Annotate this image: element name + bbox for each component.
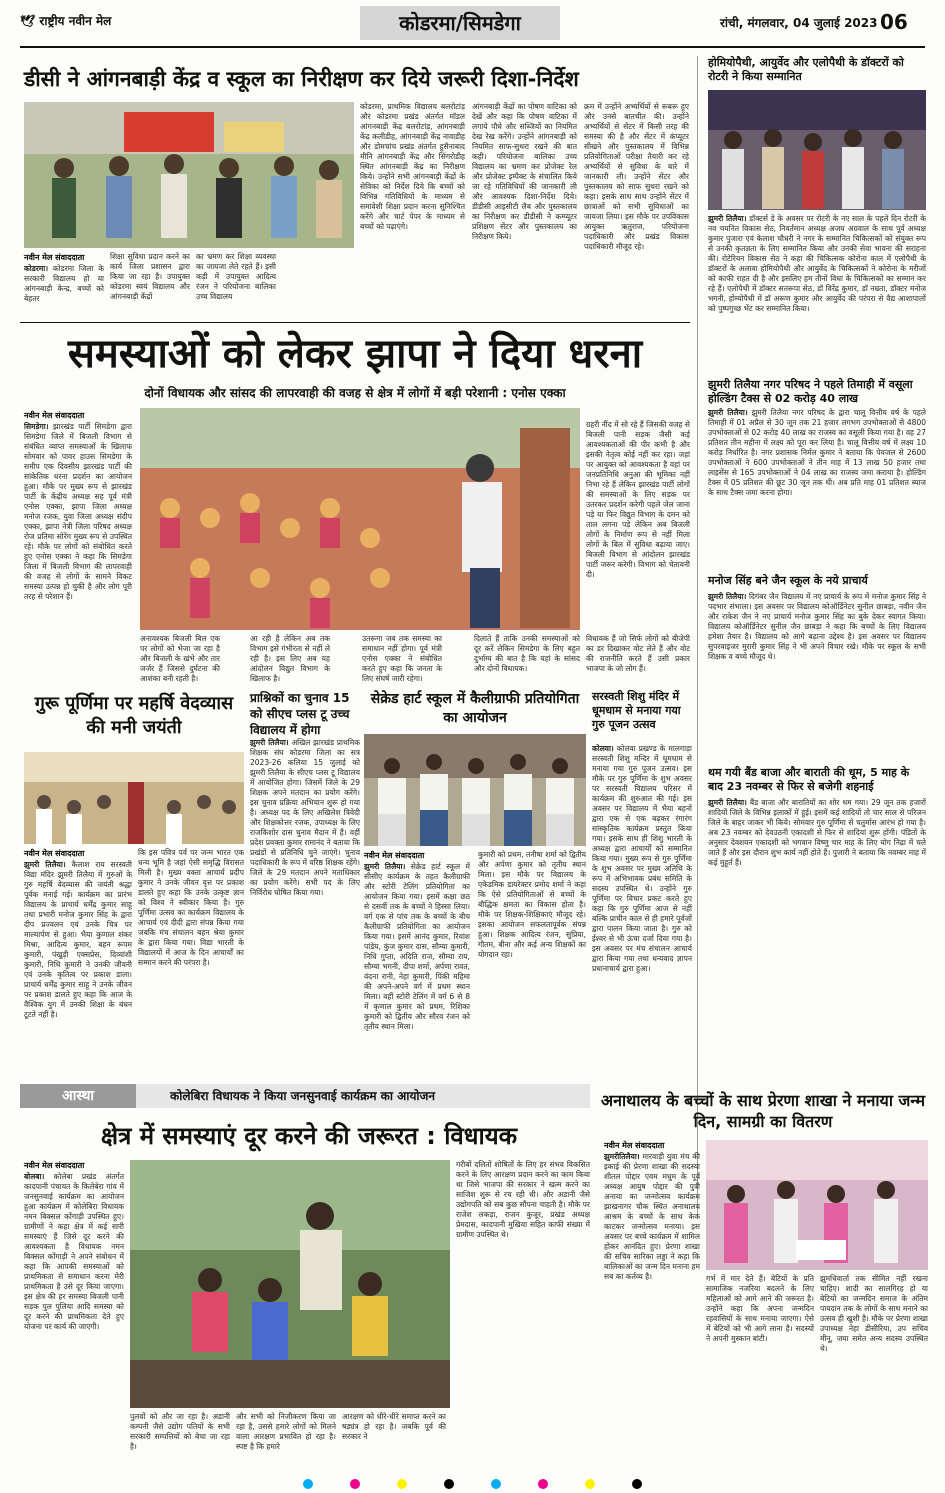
bird-icon: 🕊	[20, 14, 36, 28]
story2-top-rule	[20, 322, 690, 323]
black-dot-icon	[444, 1479, 454, 1489]
story7-column-1: बोलबा। कोलेबा प्रखंड अंतर्गत कादपानी पंचायत के किलेबेरा गांव में जनसुनवाई कार्यक्रम का आयोजन हुआ कार्यक्रम में कोलेबिरा विधायक नमन बिक्सल कोंगाड़ी उपस्थित हुए। ग्रामीणों ने कहा क्षेत्र में कई सारी समस्याएं हैं जिसे दूर करने की आवश्यकता है विधायक नमन बिक्सल कोंगाड़ी ने अपने संबोधन में कहा कि आपकी समस्याओं को प्राथमिकता से समाधान करना मेरी प्राथमिकता है उसे दूर किया जाएगा। इस क्षेत्र की हर समस्या बिजली पानी सड़क पुल पुलिया आदि समस्या को दूर करने की प्राथमिकता देते हुए योजना पर कार्य की जाएगी।	[24, 1172, 124, 1331]
story1-column-5: आंगनबाड़ी केंद्रों का पोषण वाटिका को देखें और कहा कि पोषण वाटिका में लगाये पौधे और सब्जियों का नियमित देख रेख करेंगे। उन्होंने आंगनबाड़ी को नियमित साफ-सुथरा रखने की बात कही। परियोजना बालिका उच्च विद्यालय का भ्रमण कर प्रोजेक्ट रेल और प्रोजेक्ट इम्पैक्ट के संचालित किये जा रहे गतिविधियों की जानकारी ली और आवश्यक दिशा-निर्देश दिये। डीडीसी आइसीटी लैब और पुस्तकालय का निरीक्षण कर डीडीसी ने कम्प्यूटर प्रशिक्षण सेंटर और पुस्तकालय का निरीक्षण किये।	[472, 102, 577, 241]
story3-headline: गुरू पूर्णिमा पर महर्षि वेदव्यास की मनी जयंती	[34, 693, 234, 738]
story7-headline: क्षेत्र में समस्याएं दूर करने की जरूरत : विधायक	[100, 1122, 518, 1150]
story5-photo	[364, 734, 586, 846]
story3-byline: नवीन मेल संवाददाता	[24, 849, 85, 858]
column-divider	[697, 56, 698, 1216]
right1-photo	[708, 90, 926, 210]
story5-headline: सेक्रेड हार्ट स्कूल में कैलीग्राफी प्रतियोगिता का आयोजन	[370, 691, 580, 726]
story3-column-2: कि इस पवित्र पर्व पर जन्म भारत एक धन्य भूमि है जहां ऐसी समृद्धि विरासत मिली है। मुख्य वक्ता आचार्य प्रदीप कुमार ने उनके जीवन वृत्त पर प्रकाश डालते हुए कहा कि उनके उत्कृष्ट ज्ञान को विश्व ने स्वीकार किया है। गुरु पूर्णिमा उत्सव का कार्यक्रम विद्यालय के आचार्य एवं दीदी द्वारा संपन्न किया गया जबकि मंच संचालन बहन श्रेया कुमार के द्वारा किया गया। विद्या भारती के विद्यालयों में आज के दिन आचार्यों का सम्मान करने की परंपरा है।	[138, 848, 244, 967]
story2-headline: समस्याओं को लेकर झापा ने दिया धरना	[67, 331, 643, 377]
story5-column-1: झुमरी तिलैया। सेक्रेड हार्ट स्कूल में सीसीए कार्यक्रम के तहत कैलीग्राफी और स्टोरी टेलिंग प्रतियोगिता का आयोजन किया गया। इसमें कक्षा छठ से दसवीं तक के बच्चों ने हिस्सा लिया। वर्ग एक से पांच तक के बच्चों के बीच कैलीग्राफी प्रतियोगिता का आयोजन किया गया। इसमें आनंद कुमार, रियांश पांडेय, कुंज कुमार दास, सौम्या कुमारी, निधि गुप्ता, अदिति राज, सौम्या राय, सौम्या भगनी, दीपा शर्मा, अर्पणा रावत, वंदना रानी, नेहा कुमारी, पिंकी महिमा की अपने-अपने वर्ग में प्रथम स्थान मिला। वहीं स्टोरी टेलिंग में वर्ग 6 से 8 में कृणाल कुमार को प्रथम, रिशिका कुमारी को द्वितीय और सौरव रंजन को तृतीय स्थान मिला।	[364, 862, 470, 1031]
right2-body: झुमरी तिलैया। झुमरी तिलैया नगर परिषद के द्वारा चालू वित्तीय वर्ष के पहले तिमाही में 01 अप्रैल से 30 जून तक 21 हजार लगभग उपभोक्ताओं से 4800 उपभोक्ताओं से 02 करोड़ 40 लाख का राजस्व का वसूली किया गया है। वह 27 प्रतिशत तीन महीना में लक्ष्य को पूरा कर लिया है। चालू वित्तीय वर्ष में लक्ष्य 10 करोड़ निर्धारित है। नगर प्रशासक निर्मल कुमार ने बताया कि पेयजल से 2600 उपभोक्ताओं ने 600 उपभोक्ताओं ने तीन माह में 13 लाख 50 हजार तथा लाइसेंस से 165 उपभोक्ताओं ने 04 लाख का राजस्व जमा कराया है। होल्डिंग टैक्स में 05 प्रतिशत की छूट 30 जून तक थी। अब प्रति माह 01 प्रतिशत ब्याज के साथ टैक्स जमा करना होगा।	[708, 408, 926, 497]
yellow-dot-icon	[585, 1479, 595, 1489]
story1-headline: डीसी ने आंगनबाड़ी केंद्र व स्कूल का निरीक्षण कर दिये जरूरी दिशा-निर्देश	[24, 67, 579, 91]
story5-column-2: कुमारी को प्रथम, तनीषा शर्मा को द्वितीय और अर्पणा कुमार को तृतीय स्थान मिला। इस मौके पर विद्यालय के एकेडमिक डायरेक्टर प्रमोद शर्मा ने कहा कि ऐसे प्रतियोगिताओं से बच्चों के बौद्धिक क्षमता का विकास होता है। मौके पर शिक्षक-शिक्षिकाएं मौजूद रहे। इसका आयोजन सफलतापूर्वक संपन्न हुआ। शिक्षक आदित्य रंजन, सुप्रिया, गौतम, बीना और कई अन्य शिक्षकों का योगदान रहा।	[478, 850, 586, 959]
story1-column-1: कोडरमा। कोडरमा जिला के सरकारी विद्यालय हो या आंगनबाड़ी केन्द्र, बच्चों को बेहतर	[24, 264, 104, 303]
story3-photo	[24, 752, 244, 844]
right3-body: झुमरी तिलैया। दिगंबर जैन विद्यालय में नए प्राचार्य के रूप में मनोज कुमार सिंह ने पदभार संभाला। इस अवसर पर विद्यालय कोऑर्डिनेटर सुनील छाबड़ा, नवीन जैन और राकेश जैन ने नए प्राचार्य मनोज कुमार सिंह का बुके देकर स्वागत किया। विद्यालय कोऑर्डिनेटर सुनील जैन छाबड़ा ने कहा कि बच्चों के लिए विद्यालय हमेशा तैयार है। विद्यालय को आगे बढ़ाना उद्देश्य है। इस अवसर पर विद्यालय सुपरवाइजर मुरारी कुमार सिंह ने भी अपने विचार रखे। मौके पर स्कूल के सभी शिक्षक व बच्चे मौजूद थे।	[708, 592, 926, 661]
right4-body: झुमरी तिलैया। बैंड बाजा और बारातियों का शोर थम गया। 29 जून तक हजारों शादियों जिले के विभिन्न इलाकों में हुई। इसमें कई शादियों तो चार साल से परिजन जिले के बाहर जाकर भी किये। सोमवार गुरु पूर्णिमा से चतुर्मास आरंभ हो गया है। अब 23 नवम्बर को देवउठनी एकादशी से फिर से शादियां शुरू होंगी। पंडितों के अनुसार देवशयन एकादशी को भगवान विष्णु चार माह के लिए योग निद्रा में चले जाते हैं और इस दौरान शुभ कार्य नहीं होते हैं। पुजारी ने बताया कि नवम्बर माह में कई मुहूर्त हैं।	[708, 798, 926, 867]
story2-column-1: सिमडेगा। झारखंड पार्टी सिमडेगा द्वारा सिमडेगा जिले में बिजली विभाग से संबंधित व्याप्त समस्याओं के खिलाफ सोमवार को पावर हाउस सिमडेगा के समीप एक दिवसीय झारखंड पार्टी की सांकेतिक धरना प्रदर्शन का आयोजन हुआ। मौके पर मुख्य रूप से झारखंड पार्टी के केंद्रीय अध्यक्ष सह पूर्व मंत्री एनोस एक्का, झापा जिला अध्यक्ष मनोज रजक, युवा जिला अध्यक्ष संदीप एक्का, झापा नेत्री जिला परिषद अध्यक्ष रोज प्रतिमा सोरेंग मुख्य रूप से उपस्थित रहे। मौके पर लोगों को संबोधित करते हुए एनोस एक्का ने कहा कि सिमडेगा जिला में बिजली विभाग की लापरवाही की वजह से लोगों के सामने विकट समस्या उत्पन्न हो चुकी है और लोग पूरी तरह से परेशान हैं।	[24, 422, 132, 601]
story7-column-2: पुलवों को और जा रहा है। अडानी कम्पनी जैसे उद्योग पतियों के सभी सरकारी सम्पत्तियों को बेचा जा रहा है।	[130, 1412, 230, 1451]
black-dot-icon	[632, 1479, 642, 1489]
story2-column-5: दिलाते हैं ताकि उनकी समस्याओं को दूर करें लेकिन सिमडेगा के लिए बहुत दुर्भाग्य की बात है कि यहां के सांसद और दोनों विधायक।	[474, 634, 580, 673]
story7-column-5: आरक्षण को धीरे-धीरे समाप्त करने का षड्यंत्र हो रहा है। जबकि पूर्व की सरकार ने	[342, 1412, 446, 1441]
story2-column-2: अनावश्यक बिजली बिल एक पर लोगों को भेजा जा रहा है और बिजली के खंभे और तार जर्जर हैं जिससे दुर्घटना की आशंका बनी रहती है।	[140, 634, 220, 683]
story7-byline: नवीन मेल संवाददाता	[24, 1161, 85, 1170]
story2-column-3: आ रही है लेकिन अब तक विभाग इसे गंभीरता से नहीं ले रही है। इस लिए अब यह आंदोलन विद्युत विभाग के खिलाफ है।	[250, 634, 330, 683]
story3-column-1: झुमरी तिलैया। कैलाश राय सरस्वती विद्या मंदिर झुमरी तिलैया में गुरुओं के गुरु महर्षि वेदव्यास की जयंती श्रद्धा पूर्वक मनाई गई। कार्यक्रम का प्रारंभ विद्यालय के प्राचार्य धर्मेंद्र कुमार साहू तथा प्रभारी मनोज कुमार सिंह के द्वारा दीप प्रज्वलन एवं उनके चित्र पर माल्यार्पण से हुआ। भैया कुणाल शंकर मिश्रा, आदित्य कुमार, बहन रूपम कुमारी, पंखुड़ी एक्सप्रेस, दिव्यांशी कुमारी, निधि कुमारी ने उनकी जीवनी एवं उनके कृतित्व पर प्रकाश डाला। प्राचार्य धर्मेंद्र कुमार साहू ने उनके जीवन पर प्रकाश डालते हुए कहा कि आज के वैश्विक युग में उनकी शिक्षा के बंधन टूटते नहीं है।	[24, 860, 132, 1019]
story8-column-2: गर्भ में मार देते हैं। बेटियों के प्रति सामाजिक नजरिया बदलने के लिए महिलाओं को आगे आने की जरूरत है। उन्होंने कहा कि अपना जन्मदिन रहवासियों के साथ मनाया जाएगा। ऐसे में बेटियों को भी आगे लाना है। सदस्यों ने अपनी मुस्कान बांटी।	[706, 1274, 814, 1343]
right3-headline: मनोज सिंह बने जैन स्कूल के नये प्राचार्य	[708, 574, 868, 587]
story6-body: कोलवा। कोलवा प्रखण्ड के मालगाड़ा सरस्वती शिशु मन्दिर में धूमधाम से मनाया गया गुरु पूजन उत्सव। इस मौके पर गुरु पूर्णिमा के शुभ अवसर पर सरस्वती विद्यालय परिसर में कार्यक्रम की शुरुआत की गई। इस अवसर पर विद्यालय में भैया बहनों द्वारा एक से एक बढ़कर रंगारंग सांस्कृतिक कार्यक्रम प्रस्तुत किया गया। इसके साथ ही शिशु भारती के अध्यक्ष द्वारा आचार्यों को सम्मानित किया गया। मुख्य रूप से गुरु पूर्णिमा के शुभ अवसर पर मुख्य अतिथि के रूप में अभिभावक प्रबंध समिति के सदस्य उपस्थित थे। उन्होंने गुरु पूर्णिमा पर विचार प्रकट करते हुए कहा कि गुरु पूर्णिमा आज से नहीं बल्कि प्राचीन काल से ही हमारे पूर्वजों द्वारा पालन किया जाता है। गुरु को ईश्वर से भी ऊंचा दर्जा दिया गया है। इस अवसर पर मंच संचालन आचार्य द्वारा किया गया तथा धन्यवाद ज्ञापन प्रधानाचार्य द्वारा हुआ।	[592, 744, 692, 973]
story5-byline: नवीन मेल संवाददाता	[364, 851, 425, 860]
story2-column-4: उतरूगा जब तक समस्या का समाधान नहीं होगा। पूर्व मंत्री एनोस एक्का ने संबोधित करते हुए कहा कि जनता के लिए संघर्ष जारी रहेगा।	[362, 634, 442, 683]
masthead	[0, 0, 945, 48]
story1-byline: नवीन मेल संवाददाता	[24, 253, 85, 262]
issue-date: रांची, मंगलवार, 04 जुलाई 2023	[720, 16, 878, 30]
right4-headline: थम गयी बैंड बाजा और बाराती की धूम, 5 माह के बाद 23 नवम्बर से फिर से बजेगी शहनाई	[708, 766, 910, 793]
right2-headline: झुमरी तिलैया नगर परिषद ने पहले तिमाही में वसूला होल्डिंग टैक्स से 02 करोड़ 40 लाख	[708, 378, 913, 405]
story1-column-6: क्रम में उन्होंने अभ्यर्थियों से रूबरू हुए और उनसे बातचीत की। उन्होंने अभ्यर्थियों से सेंटर में किसी तरह की समस्या की है और सेंटर में कंप्यूटर सीखने और पुस्तकालय में विभिन्न प्रतियोगिताओं परीक्षा तैयारी कर रहे अभ्यर्थियों से सुविधा के बारे में जानकारी ली। उन्होंने सेंटर और पुस्तकालय को साफ सुथरा रखने को कहा। इसके साथ साथ उन्होंने सेंटर में छात्राओं को सभी सुविधाओं का जायजा लिया। इस मौके पर उपविकास आयुक्त ऋतुराज, परियोजना पदाधिकारी और प्रखंड विकास पदाधिकारी मौजूद रहे।	[584, 102, 689, 251]
story2-column-7: विधायक हैं जो सिर्फ लोगों को बीजेपी का डर दिखाकर वोट लेते हैं और वोट की राजनीति करते हैं उसी प्रकार भाजपा के जो लोग हैं।	[586, 634, 690, 673]
story1-column-4: कोडरमा, प्राथमिक विद्यालय बलरोटांड़ और कोडरमा प्रखंड अंतर्गत मॉडल आंगनबाड़ी केंद्र बलरोटांड़, आंगनबाड़ी केंद्र कलीडीह, आंगनबाड़ी केंद्र नावाडीह और डोमचांच प्रखंड अंतर्गत हुसैनाबाद मीनि आंगनबाड़ी केंद्र और सिंगरोडीह स्थित आंगनबाड़ी केंद्र का निरीक्षण किये। उन्होंने सभी आंगनबाड़ी केंद्रों के सेविका को निर्देश दिये कि बच्चों को विभिन्न गतिविधियों के माध्यम से समावेशी शिक्षा प्रदान करना सुनिश्चित करेंगे और चार्ट पेपर के माध्यम से बच्चों को पढ़ाएंगे।	[360, 102, 465, 231]
right1-body: झुमरी तिलैया। डॉक्टर्स डे के अवसर पर रोटरी के नए साल के पहले दिन रोटरी के नव चयनित विकास सेठ, निवर्तमान अध्यक्ष अजय अग्रवाल के साथ पूर्व अध्यक्ष कुमार पुजारा एवं केलाश चौधरी ने नगर के सम्मानित चिकित्सकों को संयुक्त रूप से उनकी कृतज्ञता के लिए सम्मानित किया और उनकी सेवा भावना की सराहना की। रोटेरियन विकास सेठ ने कहा की चिकित्सक कोरोना काल में एलोपैथी के डॉक्टरों के अलावा होमियोपैथी और आयुर्वेद के चिकित्सकों ने कोरोना के मरीजों को काफी राहत दी है और इसलिए हम तीनों विधा के चिकित्सकों का सम्मान कर रहे हैं। एलोपैथी में डॉक्टर सतरूपा सेठ, डॉ विरेंद्र कुमार, डॉ नम्रता, डॉक्टर मनोज भगनी, होम्योपैथी में डॉ अरूण कुमार और आयुर्वेद की परंपरा से वैद्य आशापालों को पुष्पगुच्छ भेंट कर सम्मानित किया।	[708, 214, 926, 313]
cyan-dot-icon	[491, 1479, 501, 1489]
story1-column-2: शिक्षा सुविधा प्रदान करने का कार्य जिला प्रशासन द्वारा किया जा रहा है। उपायुक्त कोडरमा स्वयं विद्यालय और आंगनबाड़ी केंद्रों	[110, 252, 190, 301]
story4-body: झुमरी तिलैया। अखिल झारखंड प्राथमिक शिक्षक संघ कोडरमा जिला का सत्र 2023-26 कलिया 15 जुलाई को झुमरी तिलैया के सीएच प्लस टू विद्यालय में आयोजित होगा। जिसमें जिले के 29 शिक्षक अपने मतदान का प्रयोग करेंगे। इस चुनाव प्रक्रिया अभियान शुरू हो गया है। अध्यक्ष पद के लिए अखिलेश त्रिवेदी और शिक्षकोत्तर रजक, उपाध्यक्ष के लिए राजकिशोर दास चुनाव मैदान में हैं। वहीं प्रदेश प्रवक्ता कुमार रामानंद ने बताया कि प्रखंडों से प्रतिनिधि चुने जाएंगे। चुनाव पदाधिकारी के रूप में वरिष्ठ शिक्षक रहेंगे। जिले के 29 मतदान अपने मताधिकार का प्रयोग करेंगे। सभी पद के लिए निर्विरोध घोषित किया गया।	[250, 738, 360, 897]
story8-headline: अनाथालय के बच्चों के साथ प्रेरणा शाखा ने मनाया जन्म दिन, सामग्री का वितरण	[600, 1091, 926, 1131]
cyan-dot-icon	[303, 1479, 313, 1489]
story4-headline: प्राश्निकों का चुनाव 15 को सीएच प्लस टू उच्च विद्यालय में होगा	[250, 691, 350, 737]
story2-byline: नवीन मेल संवाददाता	[24, 411, 85, 420]
section-title: कोडरमा/सिमडेगा	[360, 6, 560, 40]
story7-photo	[130, 1160, 450, 1408]
magenta-dot-icon	[350, 1479, 360, 1489]
yellow-dot-icon	[397, 1479, 407, 1489]
magenta-dot-icon	[538, 1479, 548, 1489]
story1-photo	[24, 102, 354, 248]
page-number: 06	[880, 10, 908, 34]
band-title: कोलेबिरा विधायक ने किया जनसुनवाई कार्यक्रम का आयोजन	[170, 1089, 436, 1103]
story8-column-1: झुमरीतिलैया। मारवाड़ी युवा मंच की इकाई की प्रेरणा शाखा की सदस्या शीतल पोद्दार एवम मधुम के पूर्व अध्यक्ष आयुष पोद्दार की पुत्री अनाया का जन्मोत्सव कार्यक्रम झाखनागर चौक स्थित अनाथालय आश्रम के बच्चों के साथ केक काटकर जन्मोत्सव मनाया। इस अवसर पर बच्चे कार्यक्रम में शामिल होकर आनंदित हुए। प्रेरणा शाखा की सचिव सारिका लड्डा ने कहा कि बालिकाओं का जन्म दिन मनाना हम सब का कर्तव्य है।	[604, 1152, 700, 1281]
section-band	[20, 1084, 590, 1108]
header-rule	[20, 46, 925, 48]
newspaper-logo: 🕊 राष्ट्रीय नवीन मेल	[20, 14, 112, 28]
story1-column-3: का भ्रमण कर शिक्षा व्यवस्था का जायजा लेते रहते हैं। इसी कड़ी में उपायुक्त आदित्य रंजन ने परियोजना बालिका उच्च विद्यालय	[196, 252, 276, 301]
story2-photo	[140, 408, 580, 630]
story8-byline: नवीन मेल संवाददाता	[604, 1141, 665, 1150]
story7-column-3: और सभी को निजीकरण किया जा रहा है, उससे हमारे लोगों को मिलने वाला आरक्षण प्रभावित हो रहा है। स्पष्ट है कि हमारे	[236, 1412, 336, 1451]
right1-headline: होमियोपैथी, आयुर्वेद और एलोपैथी के डॉक्टरों को रोटरी ने किया सम्मानित	[708, 56, 904, 83]
section-label: आस्था	[20, 1084, 136, 1108]
story7-column-4: गरीबों दलितों शोषितों के लिए हर संभव विकसित करने के लिए आरक्षण प्रदान करने का काम किया था जिसे भाजपा की सरकार ने खत्म करने का साजिश शुरू से रच रही थी। और अडानी जैसे उद्योगपति को सब कुछ सौंपना चाहती है। मौके पर राजेश लकड़ा, राजन कुजूर, प्रखंड अध्यक्ष प्रेमदास, कादपानी मुखिया सहित काफी संख्या में ग्रामीण उपस्थित थे।	[456, 1160, 590, 1239]
story8-column-3: झुमधिवार्ता तक सीमित नहीं रखना चाहिए। शादी का सालगिरह हो या बेटियों का जन्मदिन समाज के अंतिम पायदान तक के लोगों के साथ मनाने का उत्सव ही खुशी है। मौके पर प्रेरणा शाखा उपाध्यक्ष नेहा डीसीरिया, उप सचिव मीनू, जया समेत अन्य सदस्य उपस्थित थे।	[820, 1274, 928, 1353]
story8-photo	[706, 1140, 928, 1270]
story2-subheadline: दोनों विधायक और सांसद की लापरवाही की वजह से क्षेत्र में लोगों में बड़ी परेशानी : एनोस एक्का	[144, 386, 566, 400]
story2-column-6: ग्रहरी नींद में सो रहे हैं जिसकी वजह से बिजली पानी सड़क जैसी कई आवश्यकताओं की पीर कभी है और इसकी नेतृत्व कोई नहीं कर रहा। जहां पर आयुक्त को आवश्यकता है वहां पर जनप्रतिनिधि अनुआ की भूमिका नहीं निभा रहे हैं लेकिन झारखंड पार्टी लोगों की समस्याओं के लिए सड़क पर उतरकर प्रदर्शन करेगी पहले जेल जाना पड़े या फिर विद्युत विभाग के दमन को ताल लगना पड़े लेकिन अब बिजली लोगों के निर्माण रूप से नहीं मिला लोगों के बिल में सुविधा बढ़ाया जाए। बिजली विभाग से आंदोलन झारखंड पार्टी जरूर करेगी। विभाग को चेतावनी दी।	[586, 420, 690, 579]
story6-headline: सरस्वती शिशु मंदिर में धूमधाम से मनाया गया गुरु पूजन उत्सव	[592, 690, 681, 731]
print-registration-marks	[0, 1470, 945, 1489]
